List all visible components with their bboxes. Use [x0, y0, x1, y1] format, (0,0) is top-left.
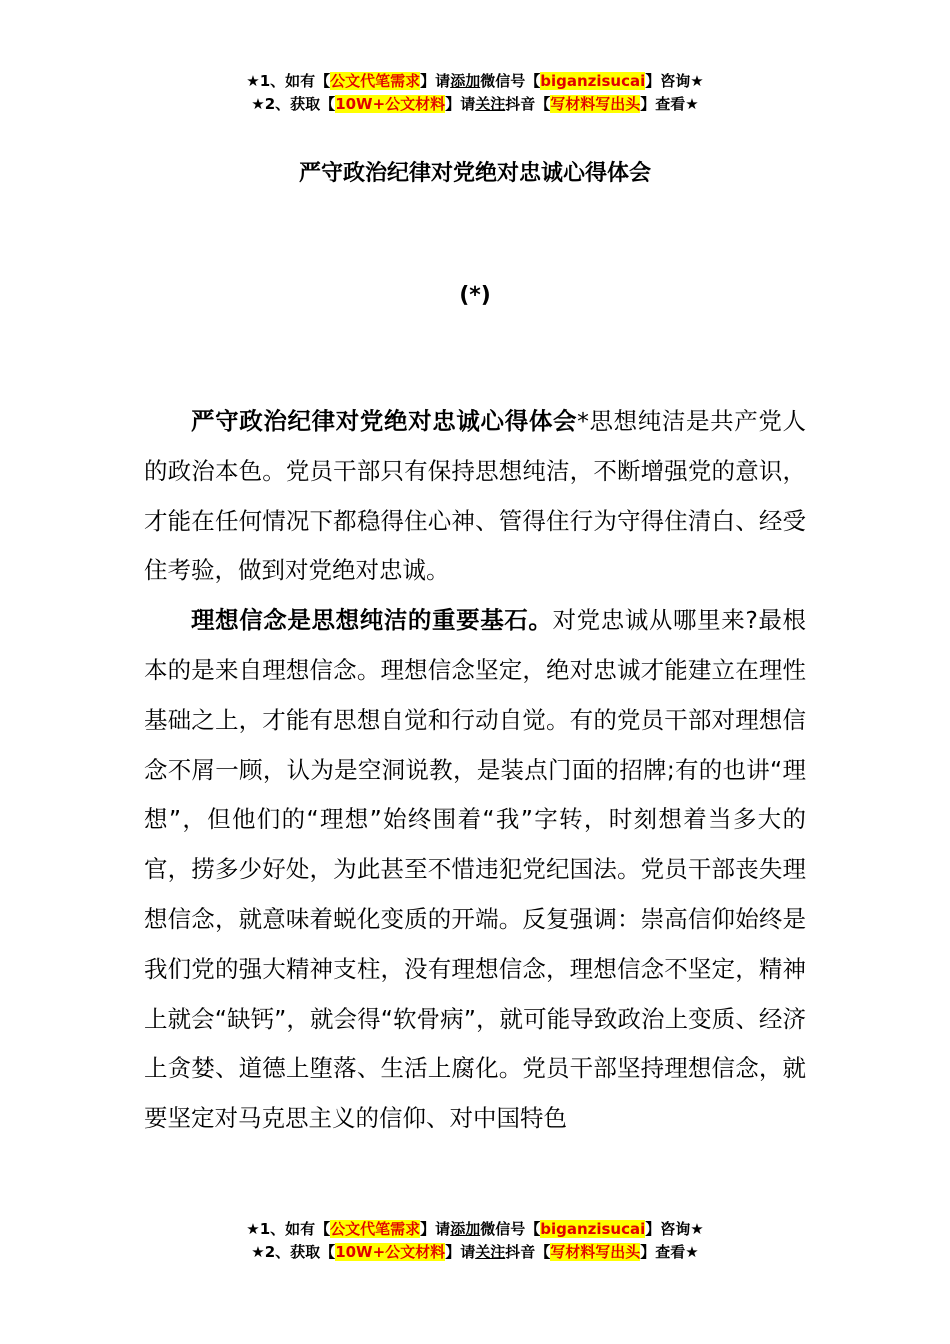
promo-line-1 [0, 70, 950, 93]
promo-text: 】请 [445, 95, 476, 113]
footer-promo-banner [0, 1218, 950, 1264]
promo-text: 微信号【 [480, 1220, 541, 1238]
promo-text: 】咨询★ [645, 1220, 704, 1238]
paragraph-1 [144, 397, 806, 596]
promo-text: ★1、如有【 [246, 1220, 331, 1238]
promo-highlight: 写材料写出头 [550, 95, 641, 113]
promo-text: 】咨询★ [645, 72, 704, 90]
header-promo-banner [0, 70, 950, 116]
promo-line-2 [0, 1241, 950, 1264]
promo-underline: 添加 [450, 1220, 481, 1238]
promo-text: 】请 [420, 1220, 451, 1238]
promo-text: ★2、获取【 [251, 1243, 336, 1261]
promo-underline: 关注 [475, 1243, 506, 1261]
promo-text: ★2、获取【 [251, 95, 336, 113]
paragraph-2 [144, 596, 806, 1144]
document-title: 严守政治纪律对党绝对忠诚心得体会 [298, 161, 651, 186]
paragraph-lead: 理想信念是思想纯洁的重要基石。 [191, 606, 553, 635]
promo-text: 抖音【 [505, 1243, 551, 1261]
promo-highlight: 写材料写出头 [550, 1243, 641, 1261]
promo-text: 抖音【 [505, 95, 551, 113]
promo-highlight: 公文代笔需求 [330, 72, 421, 90]
document-body [144, 397, 806, 1144]
paragraph-text: *思想纯洁是共产党人的政治本色。党员干部只有保持思想纯洁，不断增强党的意识，才能在任何情况下都稳得住心神、管得住行为守得住清白、经受住考验，做到对党绝对忠诚。 [144, 407, 807, 585]
promo-text: 】请 [420, 72, 451, 90]
promo-highlight: biganzisucai [540, 1220, 646, 1238]
promo-text: 】查看★ [640, 95, 699, 113]
promo-text: 】请 [445, 1243, 476, 1261]
promo-text: 微信号【 [480, 72, 541, 90]
promo-text: 】查看★ [640, 1243, 699, 1261]
promo-highlight: 10W+公文材料 [335, 1243, 446, 1261]
promo-line-2 [0, 93, 950, 116]
paragraph-lead: 严守政治纪律对党绝对忠诚心得体会 [191, 407, 578, 435]
promo-highlight: 公文代笔需求 [330, 1220, 421, 1238]
promo-line-1 [0, 1218, 950, 1241]
document-subtitle: (*) [459, 283, 491, 308]
promo-underline: 添加 [450, 72, 481, 90]
promo-highlight: 10W+公文材料 [335, 95, 446, 113]
promo-highlight: biganzisucai [540, 72, 646, 90]
promo-text: ★1、如有【 [246, 72, 331, 90]
paragraph-text: 对党忠诚从哪里来?最根本的是来自理想信念。理想信念坚定，绝对忠诚才能建立在理性基础之上，才能有思想自觉和行动自觉。有的党员干部对理想信念不屑一顾，认为是空洞说教，是装点门面的招牌;有的也讲“理想”，但他们的“理想”始终围着“我”字转，时刻想着当多大的官，捞多少好处，为此甚至不惜违犯党纪国法。党员干部丧失理想信念，就意味着蜕化变质的开端。反复强调：崇高信仰始终是我们党的强大精神支柱，没有理想信念，理想信念不坚定，精神上就会“缺钙”，就会得“软骨病”，就可能导致政治上变质、经济上贪婪、道德上堕落、生活上腐化。党员干部坚持理想信念，就要坚定对马克思主义的信仰、对中国特色 [144, 606, 806, 1133]
promo-underline: 关注 [475, 95, 506, 113]
